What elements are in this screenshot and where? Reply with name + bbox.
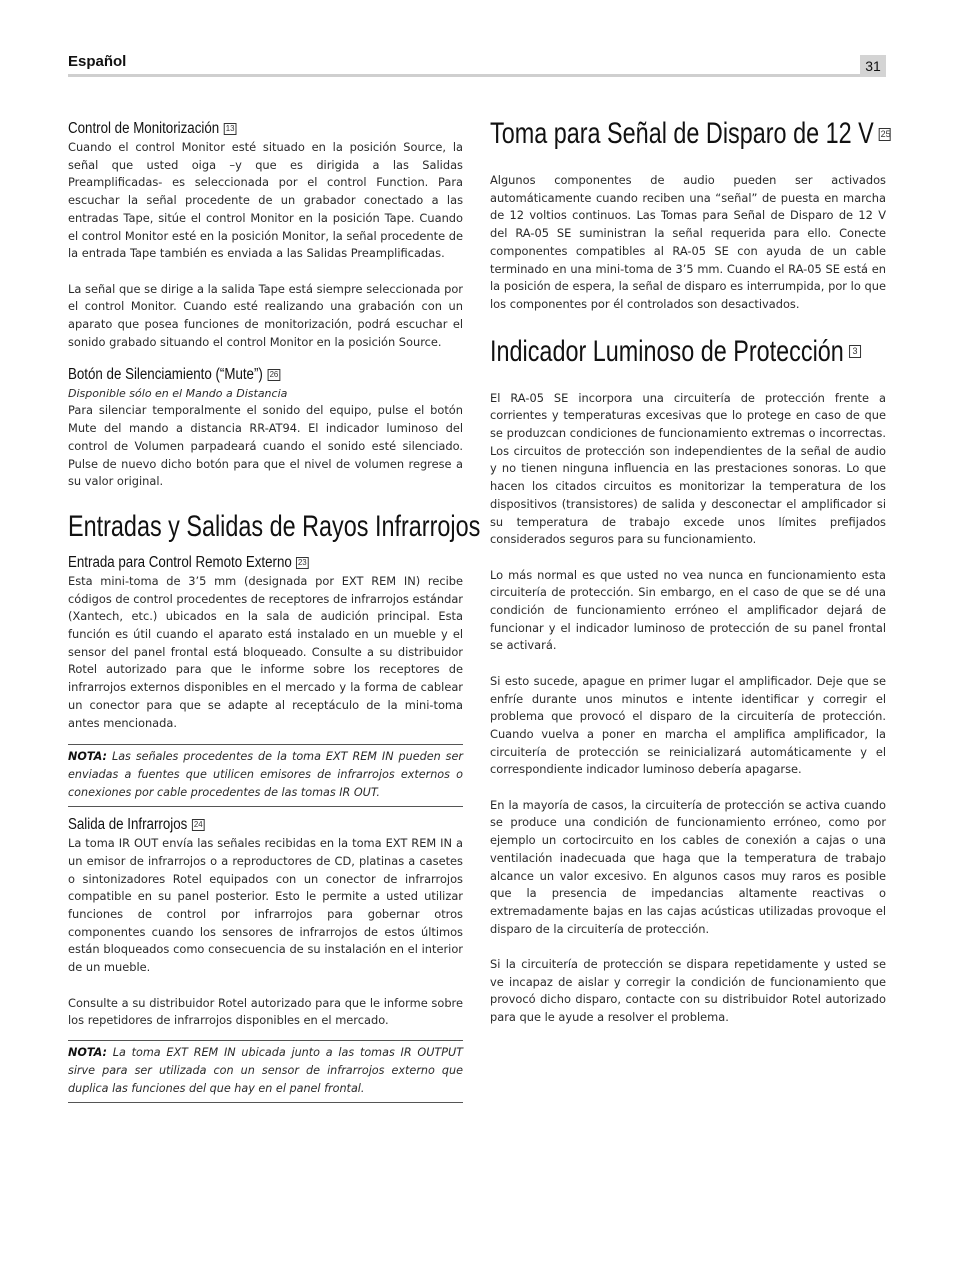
trigger-paragraph-1: Algunos componentes de audio pueden ser activados automáticamente cuando reciben una “señal” de puesta en marcha de 12 voltios continuos. Las Tomas para Señal de Disparo de 12 V del RA-05 SE suministran la señal requerida para ello. Conecte componentes compatibles al RA-05 SE con ayuda de un cable terminado en una mini-toma de 3’5 mm. Cuando el RA-05 SE está en la posición de espera, la señal de disparo es interrumpida, por lo que los componentes por él controlados son desactivados. <box>490 173 886 311</box>
ir-out-title: Salida de Infrarrojos <box>68 816 188 834</box>
mute-title: Botón de Silenciamiento (“Mute”) <box>68 366 263 384</box>
ir-out-heading <box>68 815 408 835</box>
page-header <box>68 50 886 78</box>
note-2-label: NOTA: <box>68 1045 107 1059</box>
trigger-heading <box>490 116 891 152</box>
note-2-text: La toma EXT REM IN ubicada junto a las tomas IR OUTPUT sirve para ser utilizada con un sensor de infrarrojos externo que duplica las funciones del que hay en el panel frontal. <box>68 1045 463 1095</box>
note-box-2 <box>68 1040 463 1103</box>
ir-section-heading: Entradas y Salidas de Rayos Infrarrojos <box>68 509 481 543</box>
mute-heading <box>68 365 408 385</box>
protection-paragraph-4: En la mayoría de casos, la circuitería de protección se activa cuando se produce una condición de funcionamiento erróneo, como por ejemplo un cortocircuito en los cables de conexión a cajas o una ventilación inadecuada que haga que la temperatura de trabajo alcance un valor excesivo. En algunos casos muy raros es posible que la presencia de impedancias altamente reactivas o extremadamente bajas en las cajas acústicas utilizadas provoque el disparo de la circuitería de protección. <box>490 797 886 936</box>
monitor-control-heading <box>68 119 408 139</box>
note-1-text: Las señales procedentes de la toma EXT REM IN pueden ser enviadas a fuentes que utilicen emisores de infrarrojos externos o conexiones por cable procedentes de las tomas IR OUT. <box>68 750 463 800</box>
ref-number-13: 13 <box>225 124 235 133</box>
ext-rem-paragraph-1: Esta mini-toma de 3’5 mm (designada por EXT REM IN) recibe códigos de control procedentes de receptores de infrarrojos estándar (Xantech, etc.) ubicados en la sala de audición principal. Esta función es útil cuando el aparato está instalado en un mueble y el sensor del panel frontal está bloqueado. Consulte a su distribuidor Rotel autorizado para que le informe sobre los receptores de infrarrojos externos disponibles en el mercado y la forma de cablear un conector para que se adapte al receptáculo de la mini-toma antes mencionada. <box>68 573 463 730</box>
ref-number-24: 24 <box>193 820 203 830</box>
ir-out-paragraph-1: La toma IR OUT envía las señales recibidas en la toma EXT REM IN a un emisor de infrarrojos o a reproductores de CD, platinas a casetes o sintonizadores Rotel equipados con un conector de infrarrojos compatible en su panel posterior. Esto le permite a usted utilizar funciones de control por infrarrojos para gobernar otros componentes cuando los sensores de infrarrojos de estos últimos están bloqueados como consecuencia de su instalación en el interior de un mueble. <box>68 836 463 975</box>
protection-paragraph-2: Lo más normal es que usted no vea nunca en funcionamiento esta circuitería de protección. Sin embargo, en el caso de que se dé una condición de funcionamiento erróneo el amplificador dejará de funcionar y el indicador luminoso de protección de su panel frontal se activará. <box>490 567 886 653</box>
monitor-paragraph-1: Cuando el control Monitor esté situado en la posición Source, la señal que usted oiga –y que es dirigida a las Salidas Preamplificadas- es seleccionada por el control Function. Para escuchar la señal procedente de un grabador conectado a las entradas Tape, sitúe el control Monitor en la posición Tape. Cuando el control Monitor esté en la posición Monitor, la señal procedente de la entrada Tape también es enviada a las Salidas Preamplificadas. <box>68 140 463 261</box>
ref-number-25: 25 <box>880 128 891 139</box>
protection-heading <box>490 334 858 370</box>
trigger-title: Toma para Señal de Disparo de 12 V <box>490 117 874 150</box>
protection-paragraph-3: Si esto sucede, apague en primer lugar el amplificador. Deje que se enfríe durante unos minutos e intente identificar y corregir el problema que provocó el disparo de la circuitería de protección. Cuando vuelva a poner en marcha el amplifica amplificador, la circuitería de protección se reinicializará automáticamente y el correspondiente indicador luminoso debería apagarse. <box>490 673 886 777</box>
ref-number-26: 26 <box>269 370 278 380</box>
left-column <box>68 116 481 1103</box>
ref-number-3: 3 <box>849 345 861 358</box>
protection-title: Indicador Luminoso de Protección <box>490 334 844 368</box>
language-label: Español <box>68 53 127 70</box>
note-1-label: NOTA: <box>68 750 107 764</box>
monitor-paragraph-2: La señal que se dirige a la salida Tape está siempre seleccionada por el control Monitor. Cuando esté realizando una grabación con un aparato que posea funciones de monitorización, podrá escuchar el sonido grabado situando el control Monitor en la posición Source. <box>68 281 463 349</box>
header-rule <box>68 74 886 77</box>
mute-subtitle: Disponible sólo en el Mando a Distancia <box>68 387 288 401</box>
mute-paragraph-1: Para silenciar temporalmente el sonido del equipo, pulse el botón Mute del mando a distancia RR-AT94. El indicador luminoso del control de Volumen parpadeará cuando el sonido esté silenciado. Pulse de nuevo dicho botón para que el nivel de volumen regrese a su valor original. <box>68 403 463 489</box>
ir-out-paragraph-2: Consulte a su distribuidor Rotel autorizado para que le informe sobre los repetidores de infrarrojos disponibles en el mercado. <box>68 995 463 1028</box>
ext-rem-heading <box>68 553 408 573</box>
ext-rem-title: Entrada para Control Remoto Externo <box>68 553 292 571</box>
protection-paragraph-5: Si la circuitería de protección se dispara repetidamente y usted se ve incapaz de aislar y corregir la condición de funcionamiento que provocó dicho disparo, contacte con su distribuidor Rotel autorizado para que le ayude a resolver el problema. <box>490 957 886 1025</box>
monitor-control-title: Control de Monitorización <box>68 120 220 137</box>
right-column <box>490 116 891 1027</box>
ref-number-23: 23 <box>298 557 307 567</box>
protection-paragraph-1: El RA-05 SE incorpora una circuitería de protección frente a corrientes y temperaturas excesivas que lo protege en caso de que se produzcan condiciones de funcionamiento extremas o incorrectas. Los circuitos de protección son independientes de la señal de audio y no tienen ninguna influencia en las prestaciones sonoras. Lo que hacen los citados circuitos es monitorizar la temperatura de los dispositivos (transistores) de salida y desconectar el amplificador si su temperatura de trabajo excede unos límites prefijados considerados seguros para su funcionamiento. <box>490 390 886 547</box>
note-box-1 <box>68 744 463 807</box>
page-number: 31 <box>860 55 886 77</box>
